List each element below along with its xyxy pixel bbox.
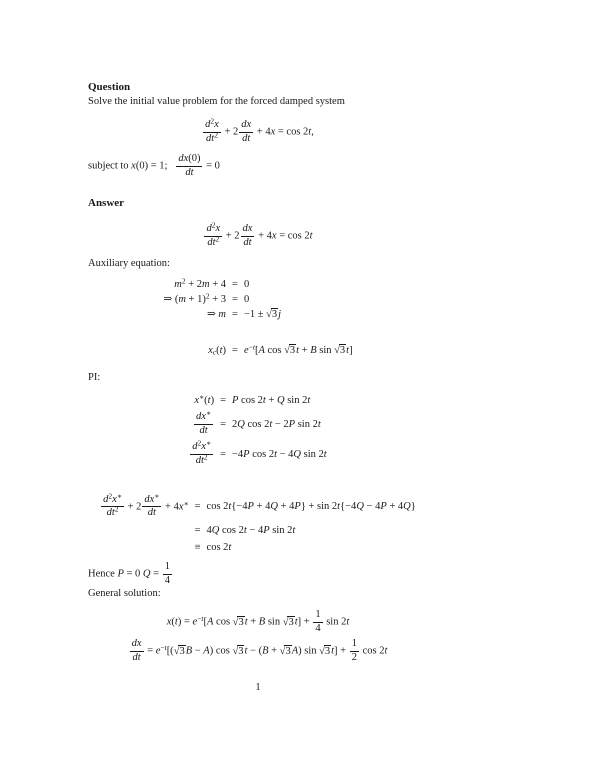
math-relation: = — [220, 448, 226, 460]
fraction: $\frac{dx(0)}{dt}$ — [178, 153, 201, 178]
radical-sign: √ — [173, 645, 180, 657]
math-rhs: 4Q cos 2t − 4P sin 2t — [206, 524, 296, 536]
square-root: √3 — [282, 616, 294, 628]
math-relation: = — [232, 344, 238, 356]
math-relation: = — [194, 524, 201, 536]
question-heading: Question — [88, 81, 131, 93]
equation-derivative: $\frac{dx}{dt}$ = $e^{-t}[(√3B - A)$ cos √3t − (B + √3A) sin √3t] + $\frac{1}{2}$ cos 2t — [131, 638, 388, 663]
fraction: $\frac{d^2x}{dt^2}$ — [205, 116, 219, 144]
subject-to-line: subject to x(0) = 1; $\frac{dx(0)}{dt}$ = 0 — [88, 153, 220, 178]
radical-sign: √ — [334, 344, 340, 356]
square-root: √3 — [279, 645, 291, 657]
radical-sign: √ — [319, 645, 325, 657]
radical-sign: √ — [266, 308, 272, 320]
radical-sign: √ — [279, 645, 286, 657]
math-rhs: −1 ± √3j — [243, 308, 282, 320]
radical-sign: √ — [232, 645, 239, 657]
document-page — [88, 0, 428, 694]
square-root: √3 — [232, 645, 244, 657]
math-lhs: $x_c(t)$ — [208, 344, 227, 357]
radical-sign: √ — [282, 616, 289, 628]
square-root: √3 — [173, 645, 185, 657]
math-rhs: 0 — [243, 278, 250, 290]
fraction: $\frac{d^2x}{dt^2}$ — [206, 221, 221, 248]
equation-general-solution: $x(t) = e^{-t}[A$ cos √3t + B sin √3t] + $\frac{1}{4}$ sin 2t — [166, 609, 350, 634]
math-rhs: −4P cos 2t − 4Q sin 2t — [231, 448, 327, 460]
particular-integral-block — [189, 394, 326, 468]
fraction: $\frac{d^2x^∗}{dt^2}$ — [103, 491, 122, 519]
square-root: √3 — [284, 344, 296, 356]
square-root: √3 — [319, 645, 331, 657]
math-relation: = — [232, 278, 238, 290]
math-rhs: 2Q cos 2t − 2P sin 2t — [231, 418, 321, 430]
math-rhs: 0 — [243, 293, 250, 305]
math-relation: = — [220, 418, 226, 430]
fraction: $\frac{1}{4}$ — [315, 609, 321, 634]
math-lhs: x∗(t) — [194, 392, 215, 407]
square-root: √3 — [232, 616, 244, 628]
math-lhs: $\frac{d^2x^∗}{dt^2}$ + 2 $\frac{dx^∗}{dt}$ + 4x∗ — [103, 491, 189, 519]
general-solution-label: General solution: — [88, 588, 161, 600]
fraction: $\frac{dx^∗}{dt}$ — [144, 491, 160, 519]
math-rhs: cos 2t — [206, 541, 232, 553]
equation-ode-answer: $\frac{d^2x}{dt^2}$ + 2 $\frac{dx}{dt}$ + 4x = cos 2t — [206, 221, 313, 248]
math-relation: = — [194, 501, 201, 513]
math-lhs: ⇒ m — [206, 308, 227, 320]
radical-sign: √ — [232, 616, 239, 628]
math-relation: ≡ — [194, 541, 201, 553]
auxiliary-equation-label: Auxiliary equation: — [88, 257, 170, 269]
math-rhs: cos 2t{−4P + 4Q + 4P} + sin 2t{−4Q − 4P + 4Q} — [206, 501, 416, 513]
auxiliary-equations-block — [163, 278, 352, 358]
math-lhs — [189, 441, 214, 467]
math-relation: = — [220, 395, 226, 407]
square-root: √3 — [334, 344, 346, 356]
equation-ode-question: $\frac{d^2x}{dt^2}$ + 2 $\frac{dx}{dt}$ + 4x = cos 2t, — [205, 116, 314, 144]
fraction: $\frac{1}{2}$ — [351, 638, 357, 663]
hence-line: Hence P = 0 Q = $\frac{1}{4}$ — [88, 561, 170, 586]
math-lhs: $m^2 + 2m + 4$ — [174, 276, 227, 290]
fraction: $\frac{dx}{dt}$ — [131, 638, 142, 663]
math-lhs: ⇒ $(m + 1)^2 + 3$ — [163, 291, 227, 305]
square-root: √3 — [266, 308, 278, 320]
fraction: $\frac{d^2x^∗}{dt^2}$ — [192, 439, 212, 466]
fraction: $\frac{dx^∗}{dt}$ — [196, 408, 212, 436]
pi-label: PI: — [88, 372, 101, 384]
page-number: 1 — [255, 681, 261, 693]
substitution-block — [100, 491, 416, 554]
answer-heading: Answer — [88, 197, 125, 210]
fraction: $\frac{dx}{dt}$ — [241, 119, 252, 144]
question-text: Solve the initial value problem for the forced damped system — [88, 96, 345, 107]
math-relation: = — [232, 293, 238, 305]
radical-sign: √ — [284, 344, 290, 356]
math-relation: = — [232, 308, 238, 320]
fraction: $\frac{1}{4}$ — [164, 561, 170, 586]
math-rhs: $e^{-t}[A$ cos √3t + B sin √3t] — [243, 342, 353, 356]
fraction: $\frac{dx}{dt}$ — [242, 223, 253, 248]
math-lhs — [193, 408, 214, 437]
math-rhs: P cos 2t + Q sin 2t — [231, 395, 311, 407]
